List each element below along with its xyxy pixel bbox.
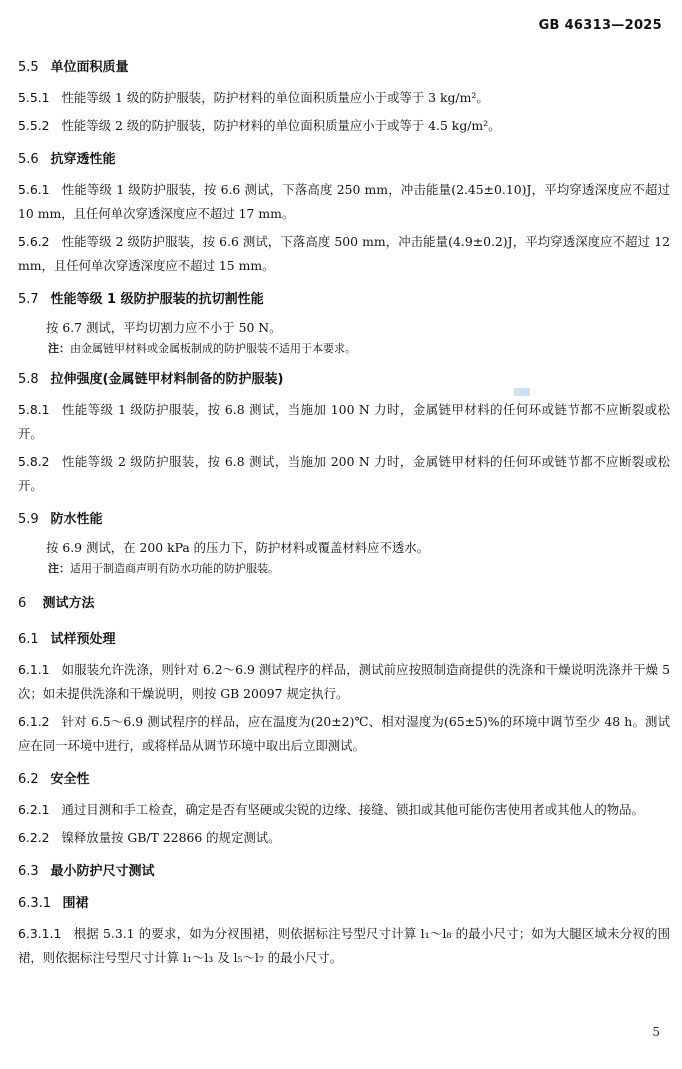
clause-6-2-2 — [18, 826, 670, 850]
section-title: 性能等级 1 级防护服装的抗切割性能 — [50, 292, 264, 307]
clause-text: 性能等级 1 级的防护服装，防护材料的单位面积质量应小于或等于 3 kg/m²。 — [61, 90, 489, 105]
section-number: 5.9 — [18, 512, 39, 527]
clause-5-6-2 — [18, 230, 670, 278]
clause-text: 镍释放量按 GB/T 22866 的规定测试。 — [61, 830, 281, 845]
page-number: 5 — [652, 1025, 660, 1039]
clause-number: 6.1.1 — [18, 662, 50, 677]
clause-text: 性能等级 2 级的防护服装，防护材料的单位面积质量应小于或等于 4.5 kg/m²。 — [61, 118, 501, 133]
section-number: 6.3.1 — [18, 896, 52, 911]
section-number: 6.3 — [18, 864, 39, 879]
clause-6-1-1 — [18, 658, 670, 706]
section-number: 5.7 — [18, 292, 39, 307]
page-body — [18, 58, 670, 970]
section-title: 抗穿透性能 — [50, 152, 116, 167]
section-number: 5.5 — [18, 60, 39, 75]
note-text: 由金属链甲材料或金属板制成的防护服装不适用于本要求。 — [70, 342, 356, 355]
clause-6-2-1 — [18, 798, 670, 822]
clause-5-8-1 — [18, 398, 670, 446]
section-number: 6.1 — [18, 632, 39, 647]
clause-text: 性能等级 2 级防护服装，按 6.8 测试，当施加 200 N 力时，金属链甲材料的任何环或链节都不应断裂或松开。 — [18, 454, 670, 493]
section-5-6-heading — [18, 150, 670, 170]
note-label: 注： — [48, 342, 70, 355]
clause-number: 5.5.2 — [18, 118, 50, 133]
clause-text: 根据 5.3.1 的要求，如为分衩围裙，则依据标注号型尺寸计算 l₁～l₈ 的最小尺寸；如为大腿区域未分衩的围裙，则依据标注号型尺寸计算 l₁～l₃ 及 l₅～l₇ 的最小尺寸。 — [18, 926, 670, 965]
clause-text: 性能等级 1 级防护服装，按 6.6 测试，下落高度 250 mm，冲击能量(2.45±0.10)J，平均穿透深度应不超过 10 mm，且任何单次穿透深度应不超过 17 mm。 — [18, 182, 670, 221]
clause-number: 5.8.2 — [18, 454, 50, 469]
note-5-7 — [18, 340, 670, 358]
clause-text: 通过目测和手工检查，确定是否有坚硬或尖锐的边缘、接缝、锁扣或其他可能伤害使用者或其他人的物品。 — [61, 802, 644, 817]
section-title: 安全性 — [50, 772, 90, 787]
section-5-7-heading — [18, 290, 670, 310]
section-title: 拉伸强度(金属链甲材料制备的防护服装) — [50, 372, 284, 387]
section-title: 单位面积质量 — [50, 60, 129, 75]
clause-5-7-text: 按 6.7 测试，平均切割力应不小于 50 N。 — [46, 320, 282, 335]
note-5-9 — [18, 560, 670, 578]
chapter-number: 6 — [18, 596, 27, 611]
clause-5-5-1 — [18, 86, 670, 110]
chapter-6-heading — [18, 594, 670, 614]
clause-number: 5.6.1 — [18, 182, 50, 197]
clause-number: 5.8.1 — [18, 402, 50, 417]
section-title: 试样预处理 — [50, 632, 116, 647]
clause-text: 性能等级 2 级防护服装，按 6.6 测试，下落高度 500 mm，冲击能量(4.9±0.2)J，平均穿透深度应不超过 12 mm，且任何单次穿透深度应不超过 15 mm。 — [18, 234, 670, 273]
clause-number: 5.5.1 — [18, 90, 50, 105]
section-6-3-heading — [18, 862, 670, 882]
clause-5-9-text: 按 6.9 测试，在 200 kPa 的压力下，防护材料或覆盖材料应不透水。 — [46, 540, 430, 555]
section-5-9-heading — [18, 510, 670, 530]
clause-5-5-2 — [18, 114, 670, 138]
clause-text: 性能等级 1 级防护服装，按 6.8 测试，当施加 100 N 力时，金属链甲材料的任何环或链节都不应断裂或松开。 — [18, 402, 670, 441]
section-title: 最小防护尺寸测试 — [50, 864, 155, 879]
section-number: 5.6 — [18, 152, 39, 167]
clause-number: 6.2.1 — [18, 802, 50, 817]
section-number: 5.8 — [18, 372, 39, 387]
section-5-8-heading — [18, 370, 670, 390]
clause-6-3-1-1 — [18, 922, 670, 970]
section-6-3-1-heading — [18, 894, 670, 914]
document-id: GB 46313—2025 — [538, 18, 662, 33]
clause-number: 6.3.1.1 — [18, 926, 62, 941]
clause-text: 针对 6.5～6.9 测试程序的样品，应在温度为(20±2)℃、相对湿度为(65±5)%的环境中调节至少 48 h。测试应在同一环境中进行，或将样品从调节环境中取出后立即测试。 — [18, 714, 670, 753]
clause-6-1-2 — [18, 710, 670, 758]
section-6-1-heading — [18, 630, 670, 650]
clause-number: 6.2.2 — [18, 830, 50, 845]
clause-5-8-2 — [18, 450, 670, 498]
section-number: 6.2 — [18, 772, 39, 787]
section-5-5-heading — [18, 58, 670, 78]
clause-number: 6.1.2 — [18, 714, 50, 729]
clause-5-6-1 — [18, 178, 670, 226]
chapter-title: 测试方法 — [42, 596, 95, 611]
clause-number: 5.6.2 — [18, 234, 50, 249]
note-label: 注： — [48, 562, 70, 575]
section-title: 防水性能 — [50, 512, 103, 527]
note-text: 适用于制造商声明有防水功能的防护服装。 — [70, 562, 279, 575]
section-title: 围裙 — [62, 896, 89, 911]
section-6-2-heading — [18, 770, 670, 790]
clause-text: 如服装允许洗涤，则针对 6.2～6.9 测试程序的样品，测试前应按照制造商提供的洗涤和干燥说明洗涤并干燥 5 次；如未提供洗涤和干燥说明，则按 GB 20097 规定执行。 — [18, 662, 670, 701]
